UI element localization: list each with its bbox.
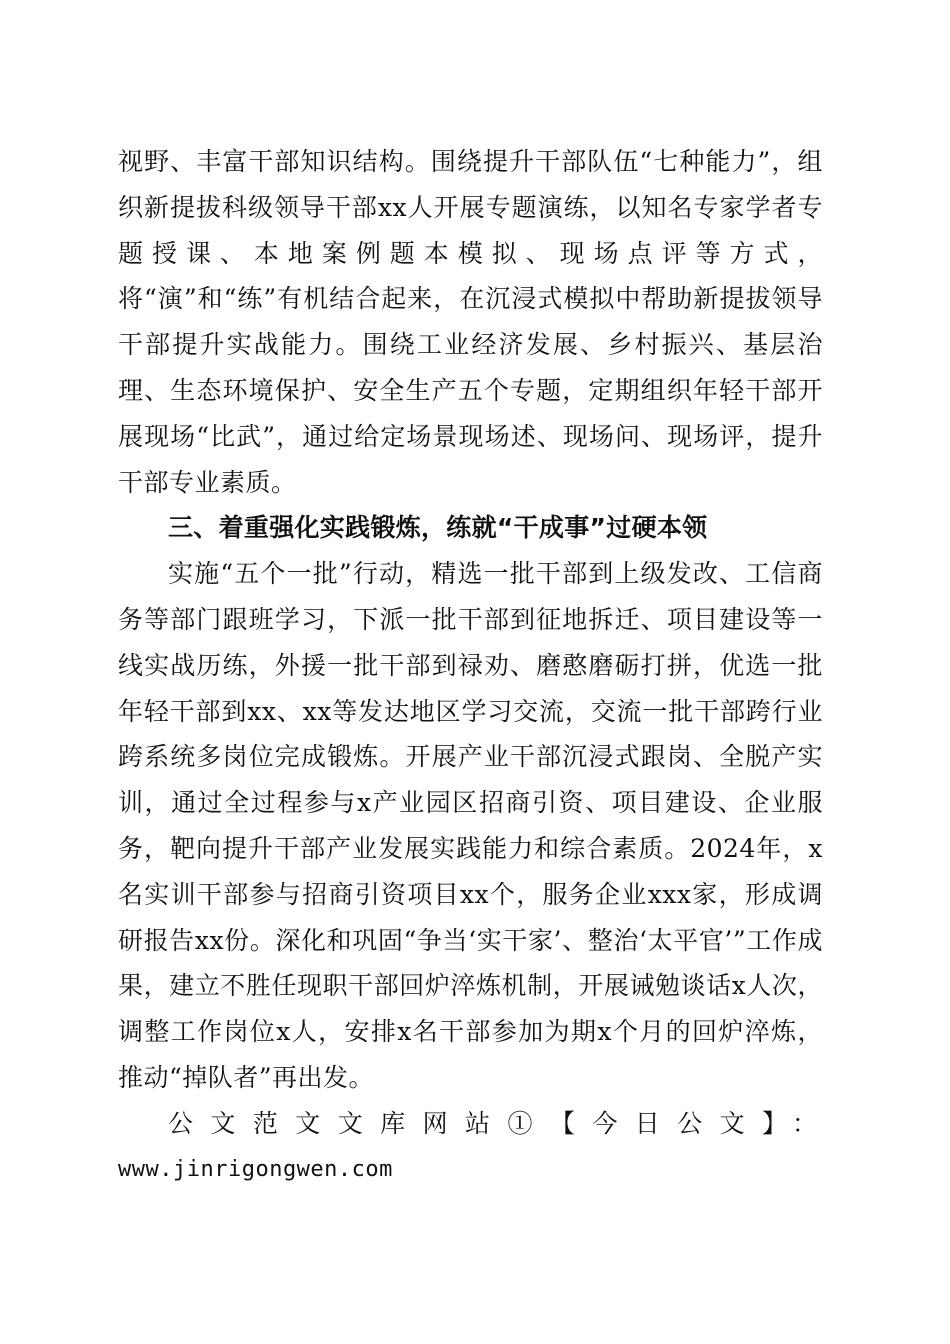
footer-site-label: 公文范文文库网站①【今日公文】： (168, 1108, 823, 1138)
document-body (118, 139, 823, 1192)
section-heading: 三、着重强化实践锻炼，练就“干成事”过硬本领 (168, 513, 708, 543)
footer-url: www.jinrigongwen.com (118, 1156, 393, 1182)
body-paragraph: 实施“五个一批”行动，精选一批干部到上级发改、工信商务等部门跟班学习，下派一批干部到征地拆迁、项目建设等一线实战历练，外援一批干部到禄劝、磨憨磨砺打拼，优选一批年轻干部到xx、xx等发达地区学习交流，交流一批干部跨行业跨系统多岗位完成锻炼。开展产业干部沉浸式跟岗、全脱产实训，通过全过程参与x产业园区招商引资、项目建设、企业服务，靶向提升干部产业发展实践能力和综合素质。2024年，x名实训干部参与招商引资项目xx个，服务企业xxx家，形成调研报告xx份。深化和巩固“争当‘实干家’、整治‘太平官’”工作成果，建立不胜任现职干部回炉淬炼机制，开展诫勉谈话x人次，调整工作岗位x人，安排x名干部参加为期x个月的回炉淬炼，推动“掉队者”再出发。 (118, 559, 823, 1092)
body-paragraph: 视野、丰富干部知识结构。围绕提升干部队伍“七种能力”，组织新提拔科级领导干部xx人开展专题演练，以知名专家学者专题授课、本地案例题本模拟、现场点评等方式，将“演”和“练”有机结合起来，在沉浸式模拟中帮助新提拔领导干部提升实战能力。围绕工业经济发展、乡村振兴、基层治理、生态环境保护、安全生产五个专题，定期组织年轻干部开展现场“比武”，通过给定场景现场述、现场问、现场评，提升干部专业素质。 (118, 147, 823, 497)
